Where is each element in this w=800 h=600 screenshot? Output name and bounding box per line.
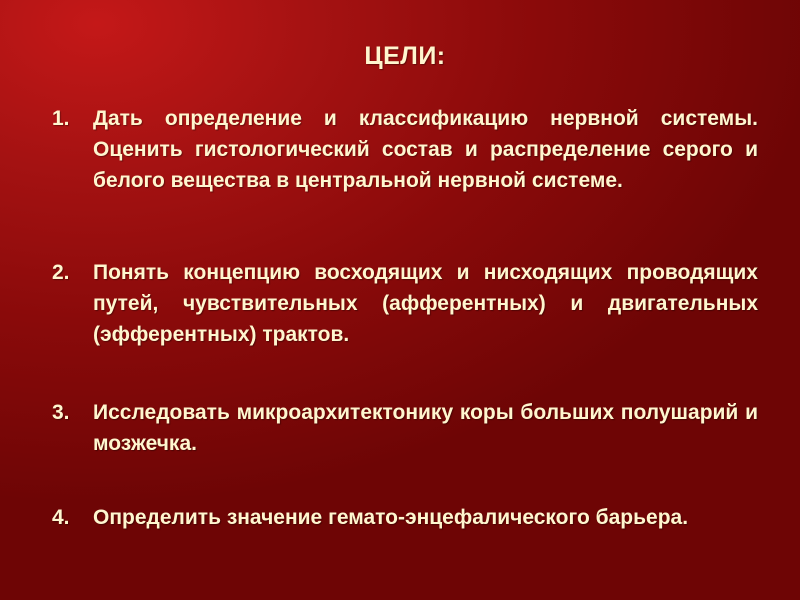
goal-text: Дать определение и классификацию нервной системы. Оценить гистологический состав и распределение серого и белого вещества в центральной нервной системе. (93, 107, 758, 192)
goal-number: 2. (52, 261, 70, 284)
goal-text: Понять концепцию восходящих и нисходящих проводящих путей, чувствительных (афферентных) и двигательных (эфферентных) трактов. (93, 261, 758, 346)
goal-text: Исследовать микроархитектонику коры больших полушарий и мозжечка. (93, 401, 758, 455)
goal-number: 3. (52, 401, 70, 424)
slide-title: ЦЕЛИ: (364, 42, 446, 70)
goal-text: Определить значение гемато-энцефалического барьера. (93, 506, 689, 529)
goal-number: 1. (52, 107, 70, 130)
goal-number: 4. (52, 506, 70, 529)
